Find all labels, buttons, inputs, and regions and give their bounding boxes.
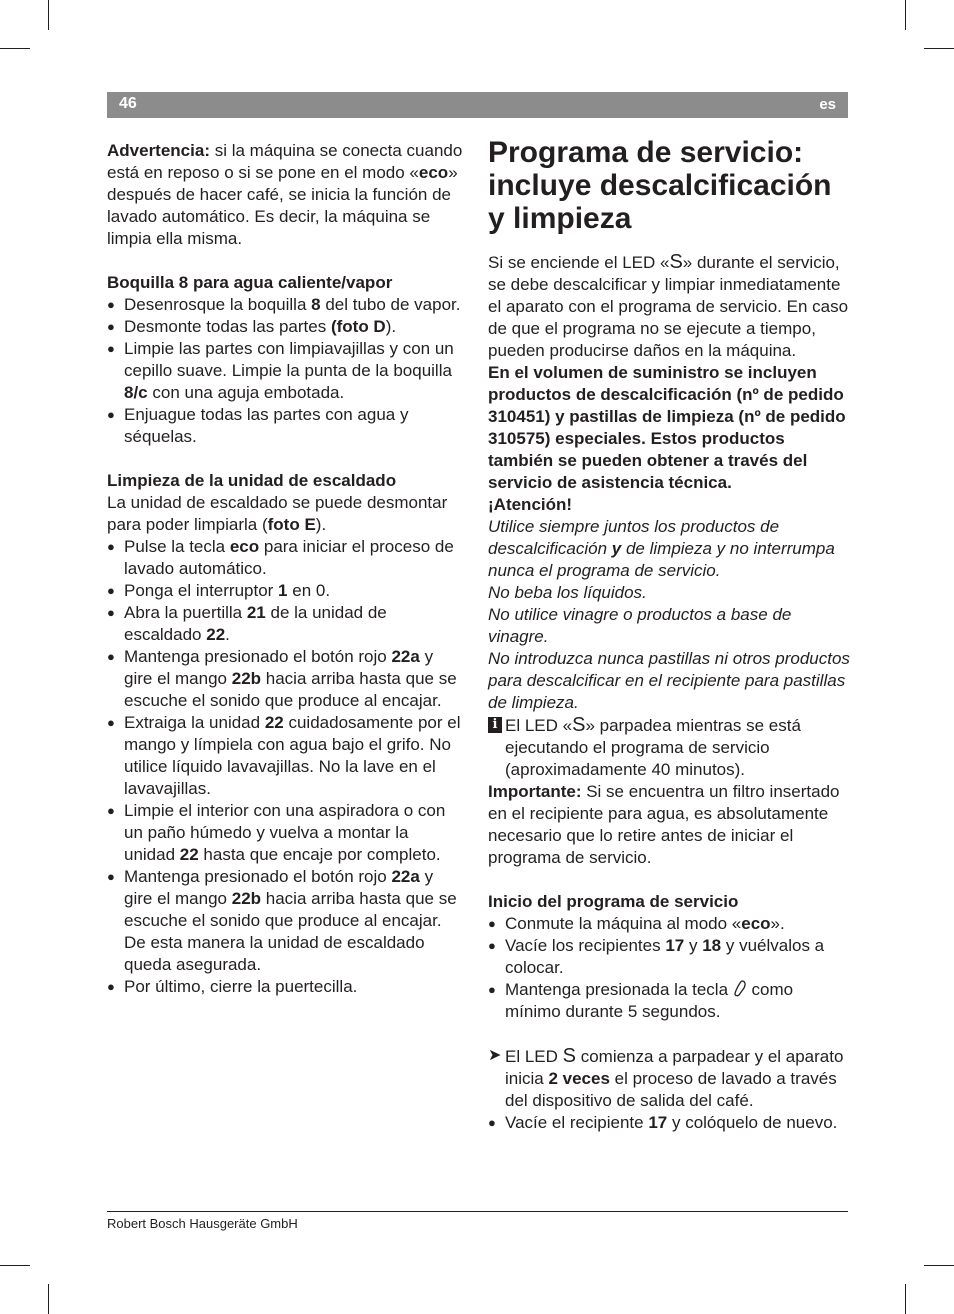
right-column — [488, 136, 850, 1134]
led-s-icon: S — [562, 1045, 576, 1067]
intro-paragraph: Si se enciende el LED «S» durante el servicio, se debe descalcificar y limpiar inmediatamente el aparato con el programa de servicio. En caso de que el programa no se ejecute a tiempo, pueden producirse daños en la máquina. — [488, 251, 849, 360]
crop-mark — [924, 1265, 954, 1266]
start-heading: Inicio del programa de servicio — [488, 892, 739, 911]
warning-italic: No introduzca nunca pastillas ni otros productos para descalcificar en el recipiente para pastillas de limpieza. — [488, 649, 850, 712]
list-item: ● Desmonte todas las partes (foto D). — [107, 316, 463, 338]
brew-unit-heading: Limpieza de la unidad de escaldado — [107, 471, 397, 490]
final-steps — [488, 1112, 850, 1134]
section-title: Programa de servicio: incluye descalcificación y limpieza — [488, 136, 832, 235]
attention-label: ¡Atención! — [488, 495, 573, 514]
list-item: ● Desenrosque la boquilla 8 del tubo de vapor. — [107, 294, 463, 316]
brew-unit-steps — [107, 536, 463, 998]
list-item: ● Mantenga presionado el botón rojo 22a y gire el mango 22b hacia arriba hasta que se escuche el sonido que produce al encajar. — [107, 646, 463, 712]
footer-company: Robert Bosch Hausgeräte GmbH — [107, 1216, 298, 1231]
list-item: ● Vacíe el recipiente 17 y colóquelo de nuevo. — [488, 1112, 850, 1134]
info-note: i El LED «S» parpadea mientras se está ejecutando el programa de servicio (aproximadamente 40 minutos). — [488, 714, 850, 781]
list-item: ● Conmute la máquina al modo «eco». — [488, 913, 850, 935]
footer-divider — [107, 1211, 848, 1212]
brew-unit-intro: La unidad de escaldado se puede desmontar para poder limpiarla (foto E). — [107, 493, 448, 534]
left-column — [107, 140, 463, 998]
list-item: ● Ponga el interruptor 1 en 0. — [107, 580, 463, 602]
list-item: ● Por último, cierre la puertecilla. — [107, 976, 463, 998]
warning-italic: No utilice vinagre o productos a base de vinagre. — [488, 605, 792, 646]
arrow-right-icon: ➤ — [488, 1047, 502, 1064]
supply-note: En el volumen de suministro se incluyen productos de descalcificación (nº de pedido 310451) y pastillas de limpieza (nº de pedido 310575) especiales. Estos productos también se pueden obtener a través del servicio de asistencia técnica. — [488, 363, 846, 492]
nozzle-steps — [107, 294, 463, 448]
crop-mark — [0, 1265, 30, 1266]
crop-mark — [905, 0, 906, 30]
crop-mark — [924, 48, 954, 49]
warning-text: si la máquina se conecta cuando está en reposo o si se pone en el modo « — [107, 141, 463, 182]
list-item: ● Mantenga presionada la tecla como mínimo durante 5 segundos. — [488, 979, 850, 1023]
warning-italic: Utilice siempre juntos los productos de descalcificación y de limpieza y no interrumpa nunca el programa de servicio. — [488, 517, 835, 580]
cleaning-button-icon — [733, 980, 747, 997]
list-item: ● Enjuague todas las partes con agua y séquelas. — [107, 404, 463, 448]
crop-mark — [48, 1284, 49, 1314]
page-number: 46 — [119, 95, 137, 112]
crop-mark — [0, 48, 30, 49]
crop-mark — [905, 1284, 906, 1314]
list-item: ● Pulse la tecla eco para iniciar el proceso de lavado automático. — [107, 536, 463, 580]
warning-paragraph — [107, 140, 463, 250]
important-note: Importante: Si se encuentra un filtro insertado en el recipiente para agua, es absolutamente necesario que lo retire antes de iniciar el programa de servicio. — [488, 782, 840, 867]
list-item: ● Limpie el interior con una aspiradora o con un paño húmedo y vuelva a montar la unidad 22 hasta que encaje por completo. — [107, 800, 463, 866]
led-s-icon: S — [572, 714, 586, 736]
list-item: ● Vacíe los recipientes 17 y 18 y vuélvalos a colocar. — [488, 935, 850, 979]
eco-mode: eco — [418, 163, 449, 182]
page-header — [107, 92, 848, 118]
start-steps — [488, 913, 850, 1023]
result-note: ➤ El LED S comienza a parpadear y el aparato inicia 2 veces el proceso de lavado a través del dispositivo de salida del café. — [488, 1045, 844, 1110]
crop-mark — [48, 0, 49, 30]
warning-text: » después de hacer café, se inicia la función de lavado automático. Es decir, la máquina se limpia ella misma. — [107, 163, 458, 248]
warning-italic: No beba los líquidos. — [488, 583, 647, 602]
list-item: ● Abra la puertilla 21 de la unidad de escaldado 22. — [107, 602, 463, 646]
list-item: ● Extraiga la unidad 22 cuidadosamente por el mango y límpiela con agua bajo el grifo. No utilice líquido lavavajillas. No la lave en el lavavajillas. — [107, 712, 463, 800]
warning-label: Advertencia: — [107, 141, 210, 160]
list-item: ● Limpie las partes con limpiavajillas y con un cepillo suave. Limpie la punta de la boquilla 8/c con una aguja embotada. — [107, 338, 463, 404]
nozzle-heading: Boquilla 8 para agua caliente/vapor — [107, 273, 393, 292]
info-icon: i — [488, 717, 502, 733]
language-code: es — [819, 96, 836, 113]
led-s-icon: S — [669, 251, 683, 273]
list-item: ● Mantenga presionado el botón rojo 22a y gire el mango 22b hacia arriba hasta que se escuche el sonido que produce al encajar. De esta manera la unidad de escaldado queda asegurada. — [107, 866, 463, 976]
